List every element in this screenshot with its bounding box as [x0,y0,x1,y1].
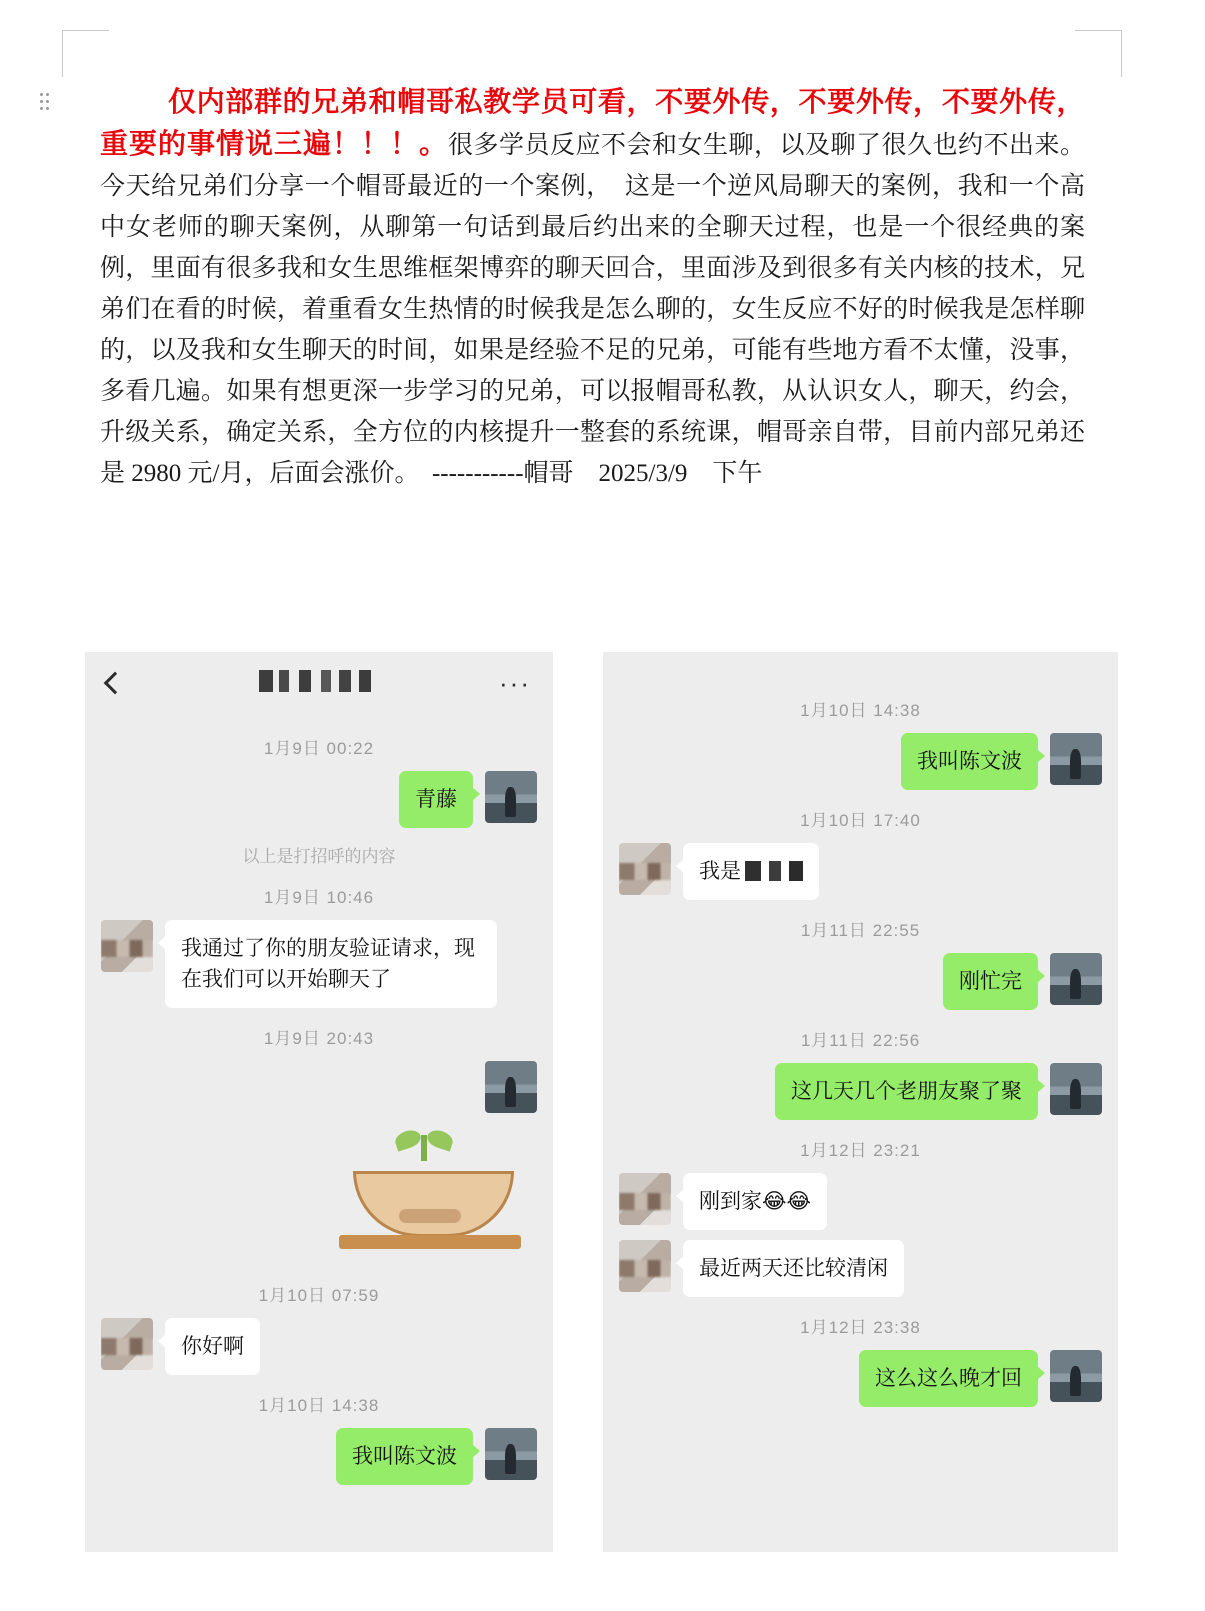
chat-header [85,652,553,714]
timestamp: 1月10日 14:38 [258,1396,380,1415]
avatar-contact[interactable] [619,1240,671,1292]
drag-handle-dots[interactable] [40,93,54,113]
timestamp: 1月10日 07:59 [258,1286,380,1305]
chat-screenshot-left [85,652,553,1552]
article-body [100,82,1085,494]
message-list-right [603,652,1118,1427]
avatar-self[interactable] [1050,1350,1102,1402]
timestamp: 1月12日 23:38 [800,1318,921,1337]
timestamp: 1月10日 17:40 [800,811,921,830]
message-bubble[interactable]: 刚忙完 [943,953,1038,1010]
message-row-outgoing [101,1428,537,1485]
timestamp: 1月9日 20:43 [263,1029,375,1048]
message-row-sticker [101,1123,537,1265]
message-bubble[interactable]: 最近两天还比较清闲 [683,1240,904,1297]
mosaic-icon [745,861,803,881]
message-row-outgoing [619,733,1102,790]
crop-mark-top-left [62,30,109,77]
timestamp: 1月9日 00:22 [263,739,375,758]
message-row-incoming [619,1173,1102,1230]
message-row-outgoing [101,771,537,828]
message-row-incoming [619,1240,1102,1297]
avatar-self[interactable] [485,771,537,823]
message-row-outgoing [619,953,1102,1010]
message-bubble[interactable]: 这么这么晚才回 [859,1350,1038,1407]
avatar-contact[interactable] [101,1318,153,1370]
message-text: 我是 [699,860,741,883]
message-bubble[interactable]: 你好啊 [165,1318,260,1375]
message-row-incoming [619,843,1102,900]
timestamp: 1月9日 10:46 [263,888,375,907]
article-paragraph [100,82,1085,494]
avatar-contact[interactable] [101,920,153,972]
timestamp: 1月12日 23:21 [800,1141,921,1160]
message-bubble[interactable]: 我通过了你的朋友验证请求，现在我们可以开始聊天了 [165,920,497,1008]
avatar-self[interactable] [485,1428,537,1480]
sticker-image[interactable] [335,1129,525,1259]
message-row-outgoing [619,1063,1102,1120]
message-row-outgoing [101,1061,537,1113]
timestamp: 1月11日 22:56 [800,1031,921,1050]
more-options-icon[interactable]: ··· [499,668,531,698]
message-row-incoming [101,1318,537,1375]
avatar-self[interactable] [1050,1063,1102,1115]
message-bubble[interactable]: 青藤 [399,771,473,828]
avatar-self[interactable] [485,1061,537,1113]
message-bubble[interactable]: 刚到家😂😂 [683,1173,827,1230]
crop-mark-top-right [1075,30,1122,77]
message-row-incoming [101,920,537,1008]
avatar-self[interactable] [1050,733,1102,785]
article-main-text: 很多学员反应不会和女生聊，以及聊了很久也约不出来。今天给兄弟们分享一个帽哥最近的一个案例， 这是一个逆风局聊天的案例，我和一个高中女老师的聊天案例，从聊第一句话到最后约出来的全聊天过程，也是一个很经典的案例，里面有很多我和女生思维框架博弈的聊天回合，里面涉及到很多有关内核的技术，兄弟们在看的时候，着重看女生热情的时候我是怎么聊的，女生反应不好的时候我是怎样聊的，以及我和女生聊天的时间，如果是经验不足的兄弟，可能有些地方看不太懂，没事，多看几遍。如果有想更深一步学习的兄弟，可以报帽哥私教，从认识女人，聊天，约会，升级关系，确定关系，全方位的内核提升一整套的系统课，帽哥亲自带，目前内部兄弟还是 2980 元/月，后面会涨价。 -----------帽哥 2025/3/9 下午 [100,132,1085,487]
message-list-left [85,714,553,1505]
system-note: 以上是打招呼的内容 [242,847,396,866]
avatar-contact[interactable] [619,843,671,895]
mosaic-icon [259,670,379,692]
timestamp: 1月11日 22:55 [800,921,921,940]
message-bubble[interactable]: 我叫陈文波 [901,733,1038,790]
warning-text: 仅内部群的兄弟和帽哥私教学员可看，不要外传，不要外传，不要外传，重要的事情说三遍！！！。 [100,87,1085,160]
timestamp: 1月10日 14:38 [800,701,921,720]
message-row-outgoing [619,1350,1102,1407]
message-bubble[interactable]: 这几天几个老朋友聚了聚 [775,1063,1038,1120]
message-bubble[interactable] [683,843,819,900]
chat-screenshots [85,652,1120,1552]
avatar-contact[interactable] [619,1173,671,1225]
message-bubble[interactable]: 我叫陈文波 [336,1428,473,1485]
contact-name-masked [85,670,553,697]
back-icon[interactable] [104,672,127,695]
avatar-self[interactable] [1050,953,1102,1005]
chat-screenshot-right [603,652,1118,1552]
